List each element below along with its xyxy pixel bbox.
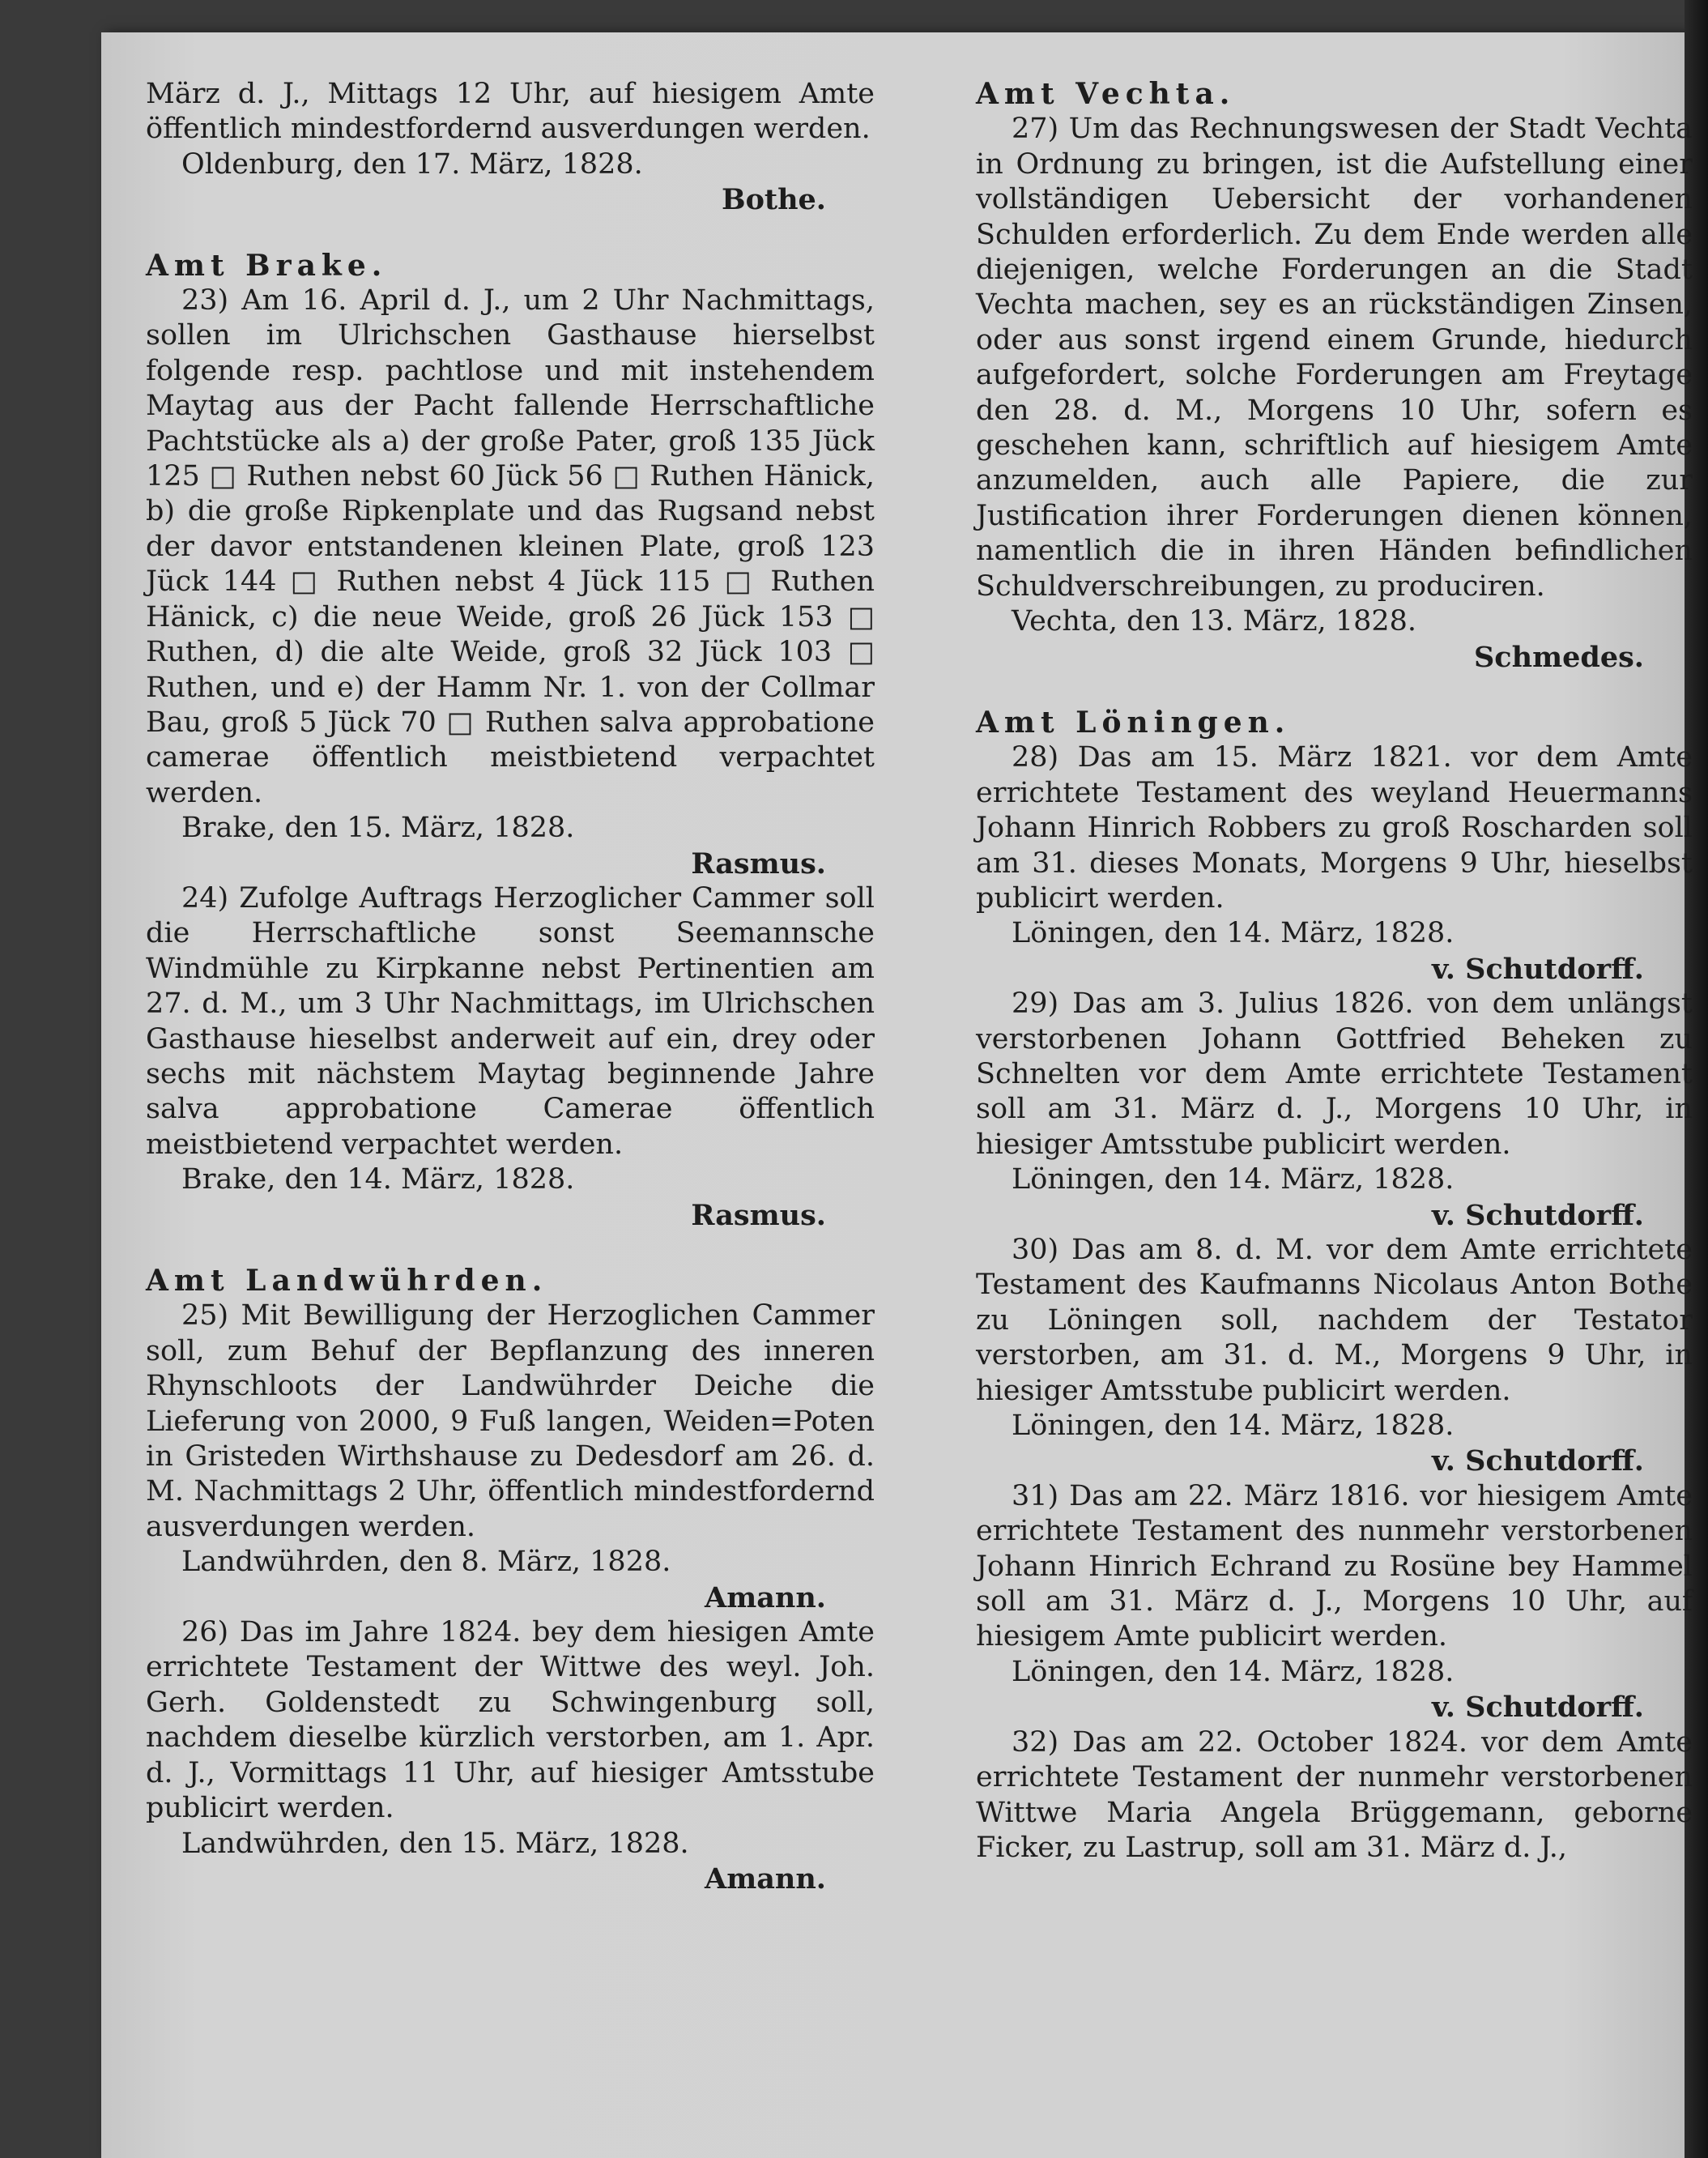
signature: v. Schutdorff. [1431,1198,1644,1232]
signature: v. Schutdorff. [1431,1691,1644,1725]
dateline: Brake, den 14. März, 1828. [181,1163,575,1196]
notice-paragraph: 24) Zufolge Auftrags Herzoglicher Cammer soll die Herrschaftliche sonst Seemannsche Windmühle zu Kirpkanne nebst Pertinentien am 27. d. M., um 3 Uhr Nachmittags, im Ulrichschen Gasthause hieselbst anderweit auf ein, drey oder sechs mit nächstem Maytag beginnende Jahre salva approbatione Camerae öffentlich meistbietend verpachtet werden. [146,881,875,1161]
section-heading: Amt Brake. [146,248,388,283]
left-column [146,77,875,1896]
section-heading: Amt Landwührden. [146,1264,548,1298]
dateline: Löningen, den 14. März, 1828. [1012,1655,1455,1688]
dateline: Landwührden, den 15. März, 1828. [181,1827,689,1860]
dateline: Landwührden, den 8. März, 1828. [181,1546,671,1579]
dateline: Vechta, den 13. März, 1828. [1012,605,1416,638]
signature: v. Schutdorff. [1431,952,1644,986]
notice-paragraph: 30) Das am 8. d. M. vor dem Amte errichtete Testament des Kaufmanns Nicolaus Anton Bothe zu Löningen soll, nachdem der Testator verstorben, am 31. d. M., Morgens 9 Uhr, in hiesiger Amtsstube publicirt werden. [976,1234,1693,1407]
section-gap [146,218,875,249]
section-gap [146,1233,875,1264]
notice-paragraph: 31) Das am 22. März 1816. vor hiesigem Amte errichtete Testament des nunmehr verstorbenen Johann Hinrich Echrand zu Rosüne bey Hammel soll am 31. März d. J., Morgens 10 Uhr, auf hiesigem Amte publicirt werden. [976,1479,1693,1653]
dateline: Oldenburg, den 17. März, 1828. [181,147,643,181]
signature: v. Schutdorff. [1431,1444,1644,1478]
dateline: Löningen, den 14. März, 1828. [1012,1410,1455,1443]
signature: Schmedes. [1474,640,1644,674]
section-heading: Amt Vechta. [976,77,1236,111]
dateline: Löningen, den 14. März, 1828. [1012,917,1455,950]
notice-paragraph: 26) Das im Jahre 1824. bey dem hiesigen Amte errichtete Testament der Wittwe des weyl. Joh. Gerh. Goldenstedt zu Schwingenburg soll, nachdem dieselbe kürzlich verstorben, am 1. Apr. d. J., Vormittags 11 Uhr, auf hiesiger Amtsstube publicirt werden. [146,1616,875,1825]
notice-paragraph: März d. J., Mittags 12 Uhr, auf hiesigem Amte öffentlich mindestfordernd ausverdungen werden. [146,78,875,146]
section-heading: Amt Löningen. [976,705,1291,740]
signature: Amann. [705,1580,826,1614]
notice-paragraph: 32) Das am 22. October 1824. vor dem Amte errichtete Testament der nunmehr verstorbenen Wittwe Maria Angela Brüggemann, geborne Ficker, zu Lastrup, soll am 31. März d. J., [976,1725,1693,1864]
right-column [976,77,1693,1866]
signature: Bothe. [722,183,826,217]
section-gap [976,675,1693,706]
notice-paragraph: 28) Das am 15. März 1821. vor dem Amte errichtete Testament des weyland Heuermanns Johann Hinrich Robbers zu groß Roscharden soll am 31. dieses Monats, Morgens 9 Uhr, hieselbst publicirt werden. [976,741,1693,915]
notice-paragraph: 27) Um das Rechnungswesen der Stadt Vechta in Ordnung zu bringen, ist die Aufstellung einer vollständigen Uebersicht der vorhandenen Schulden erforderlich. Zu dem Ende werden alle diejenigen, welche Forderungen an die Stadt Vechta machen, sey es an rückständigen Zinsen, oder aus sonst irgend einem Grunde, hiedurch aufgefordert, solche Forderungen am Freytage den 28. d. M., Morgens 10 Uhr, sofern es geschehen kann, schriftlich auf hiesigem Amte anzumelden, auch alle Papiere, die zur Justification ihrer Forderungen dienen können, namentlich die in ihren Händen befindlichen Schuldverschreibungen, zu produciren. [976,113,1693,603]
dateline: Löningen, den 14. März, 1828. [1012,1163,1455,1196]
signature: Amann. [705,1862,826,1896]
notice-paragraph: 29) Das am 3. Julius 1826. von dem unlängst verstorbenen Johann Gottfried Beheken zu Schnelten vor dem Amte errichtete Testament soll am 31. März d. J., Morgens 10 Uhr, in hiesiger Amtsstube publicirt werden. [976,987,1693,1161]
notice-paragraph: 25) Mit Bewilligung der Herzoglichen Cammer soll, zum Behuf der Bepflanzung des inneren Rhynschloots der Landwührder Deiche die Lieferung von 2000, 9 Fuß langen, Weiden=Poten in Gristeden Wirthshause zu Dedesdorf am 26. d. M. Nachmittags 2 Uhr, öffentlich mindestfordernd ausverdungen werden. [146,1299,875,1543]
dateline: Brake, den 15. März, 1828. [181,812,575,845]
signature: Rasmus. [691,1198,826,1232]
notice-paragraph: 23) Am 16. April d. J., um 2 Uhr Nachmittags, sollen im Ulrichschen Gasthause hierselbst folgende resp. pachtlose und mit instehendem Maytag aus der Pacht fallende Herrschaftliche Pachtstücke als a) der große Pater, groß 135 Jück 125 □ Ruthen nebst 60 Jück 56 □ Ruthen Hänick, b) die große Ripkenplate und das Rugsand nebst der davor entstandenen kleinen Plate, groß 123 Jück 144 □ Ruthen nebst 4 Jück 115 □ Ruthen Hänick, c) die neue Weide, groß 26 Jück 153 □ Ruthen, d) die alte Weide, groß 32 Jück 103 □ Ruthen, und e) der Hamm Nr. 1. von der Collmar Bau, groß 5 Jück 70 □ Ruthen salva approbatione camerae öffentlich meistbietend verpachtet werden. [146,284,875,809]
signature: Rasmus. [691,847,826,881]
